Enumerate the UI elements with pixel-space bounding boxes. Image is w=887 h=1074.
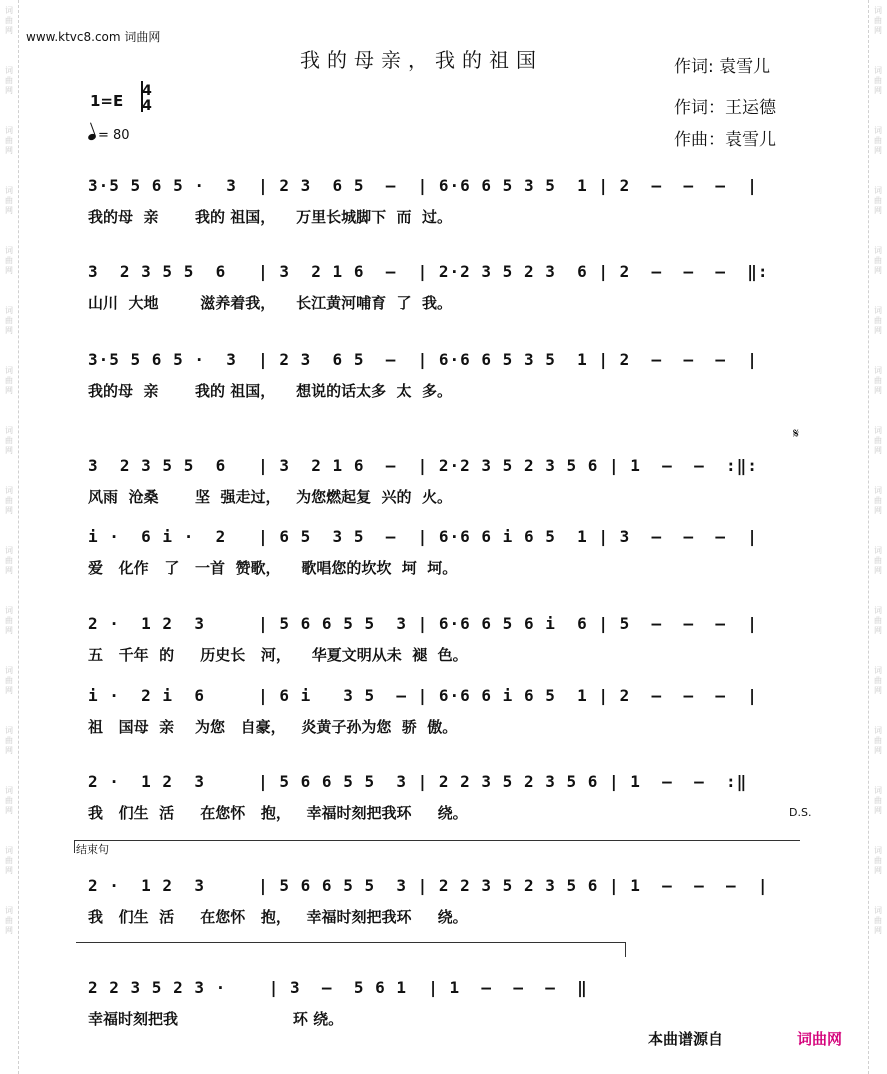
watermark-text: 词曲网 bbox=[874, 906, 882, 935]
tempo-value: = 80 bbox=[98, 128, 130, 143]
lyrics-row: 我的母 亲 我的 祖国， 想说的话太多 太 多。 bbox=[88, 382, 453, 400]
watermark-text: 词曲网 bbox=[874, 186, 882, 215]
score-line-7 bbox=[0, 686, 887, 746]
quarter-note-icon bbox=[87, 133, 97, 141]
watermark-text: 词曲网 bbox=[5, 186, 13, 215]
watermark-text: 词曲网 bbox=[5, 546, 13, 575]
lyrics-row: 我 们生 活 在您怀 抱， 幸福时刻把我环 绕。 bbox=[88, 908, 468, 926]
time-signature-top: 4 bbox=[142, 83, 152, 99]
coda-end-bracket bbox=[76, 942, 626, 943]
watermark-text: 词曲网 bbox=[874, 66, 882, 95]
watermark-text: 词曲网 bbox=[874, 366, 882, 395]
notes-row: i · 2 i 6 | 6 i 3 5 – | 6·6 6 i 6 5 1 | 2 – – – | bbox=[88, 686, 758, 705]
lyricist-credit-2: 作词：王运德 bbox=[674, 98, 776, 118]
lyricist-credit: 作词: 袁雪儿 bbox=[674, 57, 771, 77]
watermark-text: 词曲网 bbox=[5, 906, 13, 935]
lyrics-row: 风雨 沧桑 坚 强走过， 为您燃起复 兴的 火。 bbox=[88, 488, 453, 506]
lyrics-row: 祖 国母 亲 为您 自豪， 炎黄子孙为您 骄 傲。 bbox=[88, 718, 458, 736]
score-line-6 bbox=[0, 614, 887, 674]
watermark-text: 词曲网 bbox=[5, 846, 13, 875]
score-line-3 bbox=[0, 350, 887, 410]
lyrics-row: 山川 大地 滋养着我， 长江黄河哺育 了 我。 bbox=[88, 294, 453, 312]
tempo-marking bbox=[88, 128, 130, 143]
key-signature: 1=E bbox=[90, 92, 124, 110]
watermark-text: 词曲网 bbox=[5, 666, 13, 695]
ds-mark: D.S. bbox=[789, 806, 812, 819]
notes-row: 2 2 3 5 2 3 · | 3 – 5 6 1 | 1 – – – ‖ bbox=[88, 978, 588, 997]
site-url[interactable]: www.ktvc8.com 词曲网 bbox=[26, 30, 161, 44]
watermark-text: 词曲网 bbox=[5, 66, 13, 95]
score-line-2 bbox=[0, 262, 887, 322]
notes-row: 3·5 5 6 5 · 3 | 2 3 6 5 – | 6·6 6 5 3 5 1 | 2 – – – | bbox=[88, 350, 758, 369]
score-line-5 bbox=[0, 527, 887, 587]
notes-row: 2 · 1 2 3 | 5 6 6 5 5 3 | 2 2 3 5 2 3 5 6 | 1 – – :‖ bbox=[88, 772, 748, 791]
watermark-text: 词曲网 bbox=[874, 666, 882, 695]
watermark-text: 词曲网 bbox=[5, 366, 13, 395]
notes-row: 3 2 3 5 5 6 | 3 2 1 6 – | 2·2 3 5 2 3 6 | 2 – – – ‖: bbox=[88, 262, 769, 281]
brand-link[interactable]: 词曲网 bbox=[797, 1030, 843, 1048]
watermark-text: 词曲网 bbox=[5, 306, 13, 335]
watermark-text: 词曲网 bbox=[874, 726, 882, 755]
watermark-text: 词曲网 bbox=[874, 246, 882, 275]
watermark-text: 词曲网 bbox=[5, 246, 13, 275]
notes-row: i · 6 i · 2 | 6 5 3 5 – | 6·6 6 i 6 5 1 | 3 – – – | bbox=[88, 527, 758, 546]
notes-row: 3·5 5 6 5 · 3 | 2 3 6 5 – | 6·6 6 5 3 5 1 | 2 – – – | bbox=[88, 176, 758, 195]
watermark-text: 词曲网 bbox=[874, 486, 882, 515]
lyrics-row: 五 千年 的 历史长 河， 华夏文明从未 褪 色。 bbox=[88, 646, 468, 664]
watermark-text: 词曲网 bbox=[5, 426, 13, 455]
lyrics-row: 我 们生 活 在您怀 抱， 幸福时刻把我环 绕。 bbox=[88, 804, 468, 822]
score-line-8 bbox=[0, 772, 887, 832]
score-line-1 bbox=[0, 176, 887, 236]
song-title: 我的母亲，我的祖国 bbox=[300, 48, 543, 72]
watermark-text: 词曲网 bbox=[874, 306, 882, 335]
source-caption: 本曲谱源自 bbox=[648, 1030, 724, 1048]
watermark-text: 词曲网 bbox=[5, 786, 13, 815]
watermark-text: 词曲网 bbox=[874, 6, 882, 35]
watermark-text: 词曲网 bbox=[874, 846, 882, 875]
score-line-9 bbox=[0, 876, 887, 936]
time-signature-bottom: 4 bbox=[142, 98, 152, 114]
watermark-text: 词曲网 bbox=[5, 726, 13, 755]
lyrics-row: 爱 化作 了 一首 赞歌， 歌唱您的坎坎 坷 坷。 bbox=[88, 559, 458, 577]
score-line-10 bbox=[0, 978, 887, 1038]
notes-row: 2 · 1 2 3 | 5 6 6 5 5 3 | 6·6 6 5 6 i 6 | 5 – – – | bbox=[88, 614, 758, 633]
watermark-text: 词曲网 bbox=[874, 606, 882, 635]
watermark-text: 词曲网 bbox=[874, 786, 882, 815]
watermark-text: 词曲网 bbox=[874, 426, 882, 455]
coda-bracket bbox=[74, 840, 800, 857]
watermark-text: 词曲网 bbox=[5, 126, 13, 155]
lyrics-row: 幸福时刻把我 环 绕。 bbox=[88, 1010, 344, 1028]
time-signature bbox=[141, 84, 153, 114]
watermark-text: 词曲网 bbox=[5, 6, 13, 35]
score-line-4 bbox=[0, 456, 887, 516]
notes-row: 2 · 1 2 3 | 5 6 6 5 5 3 | 2 2 3 5 2 3 5 6 | 1 – – – | bbox=[88, 876, 769, 895]
watermark-text: 词曲网 bbox=[874, 546, 882, 575]
composer-credit: 作曲：袁雪儿 bbox=[674, 130, 776, 150]
notes-row: 3 2 3 5 5 6 | 3 2 1 6 – | 2·2 3 5 2 3 5 6 | 1 – – :‖: bbox=[88, 456, 758, 475]
watermark-text: 词曲网 bbox=[5, 606, 13, 635]
lyrics-row: 我的母 亲 我的 祖国， 万里长城脚下 而 过。 bbox=[88, 208, 453, 226]
coda-label: 结束句 bbox=[76, 843, 109, 856]
watermark-text: 词曲网 bbox=[874, 126, 882, 155]
watermark-text: 词曲网 bbox=[5, 486, 13, 515]
segno-mark: 𝄋 bbox=[793, 426, 800, 442]
